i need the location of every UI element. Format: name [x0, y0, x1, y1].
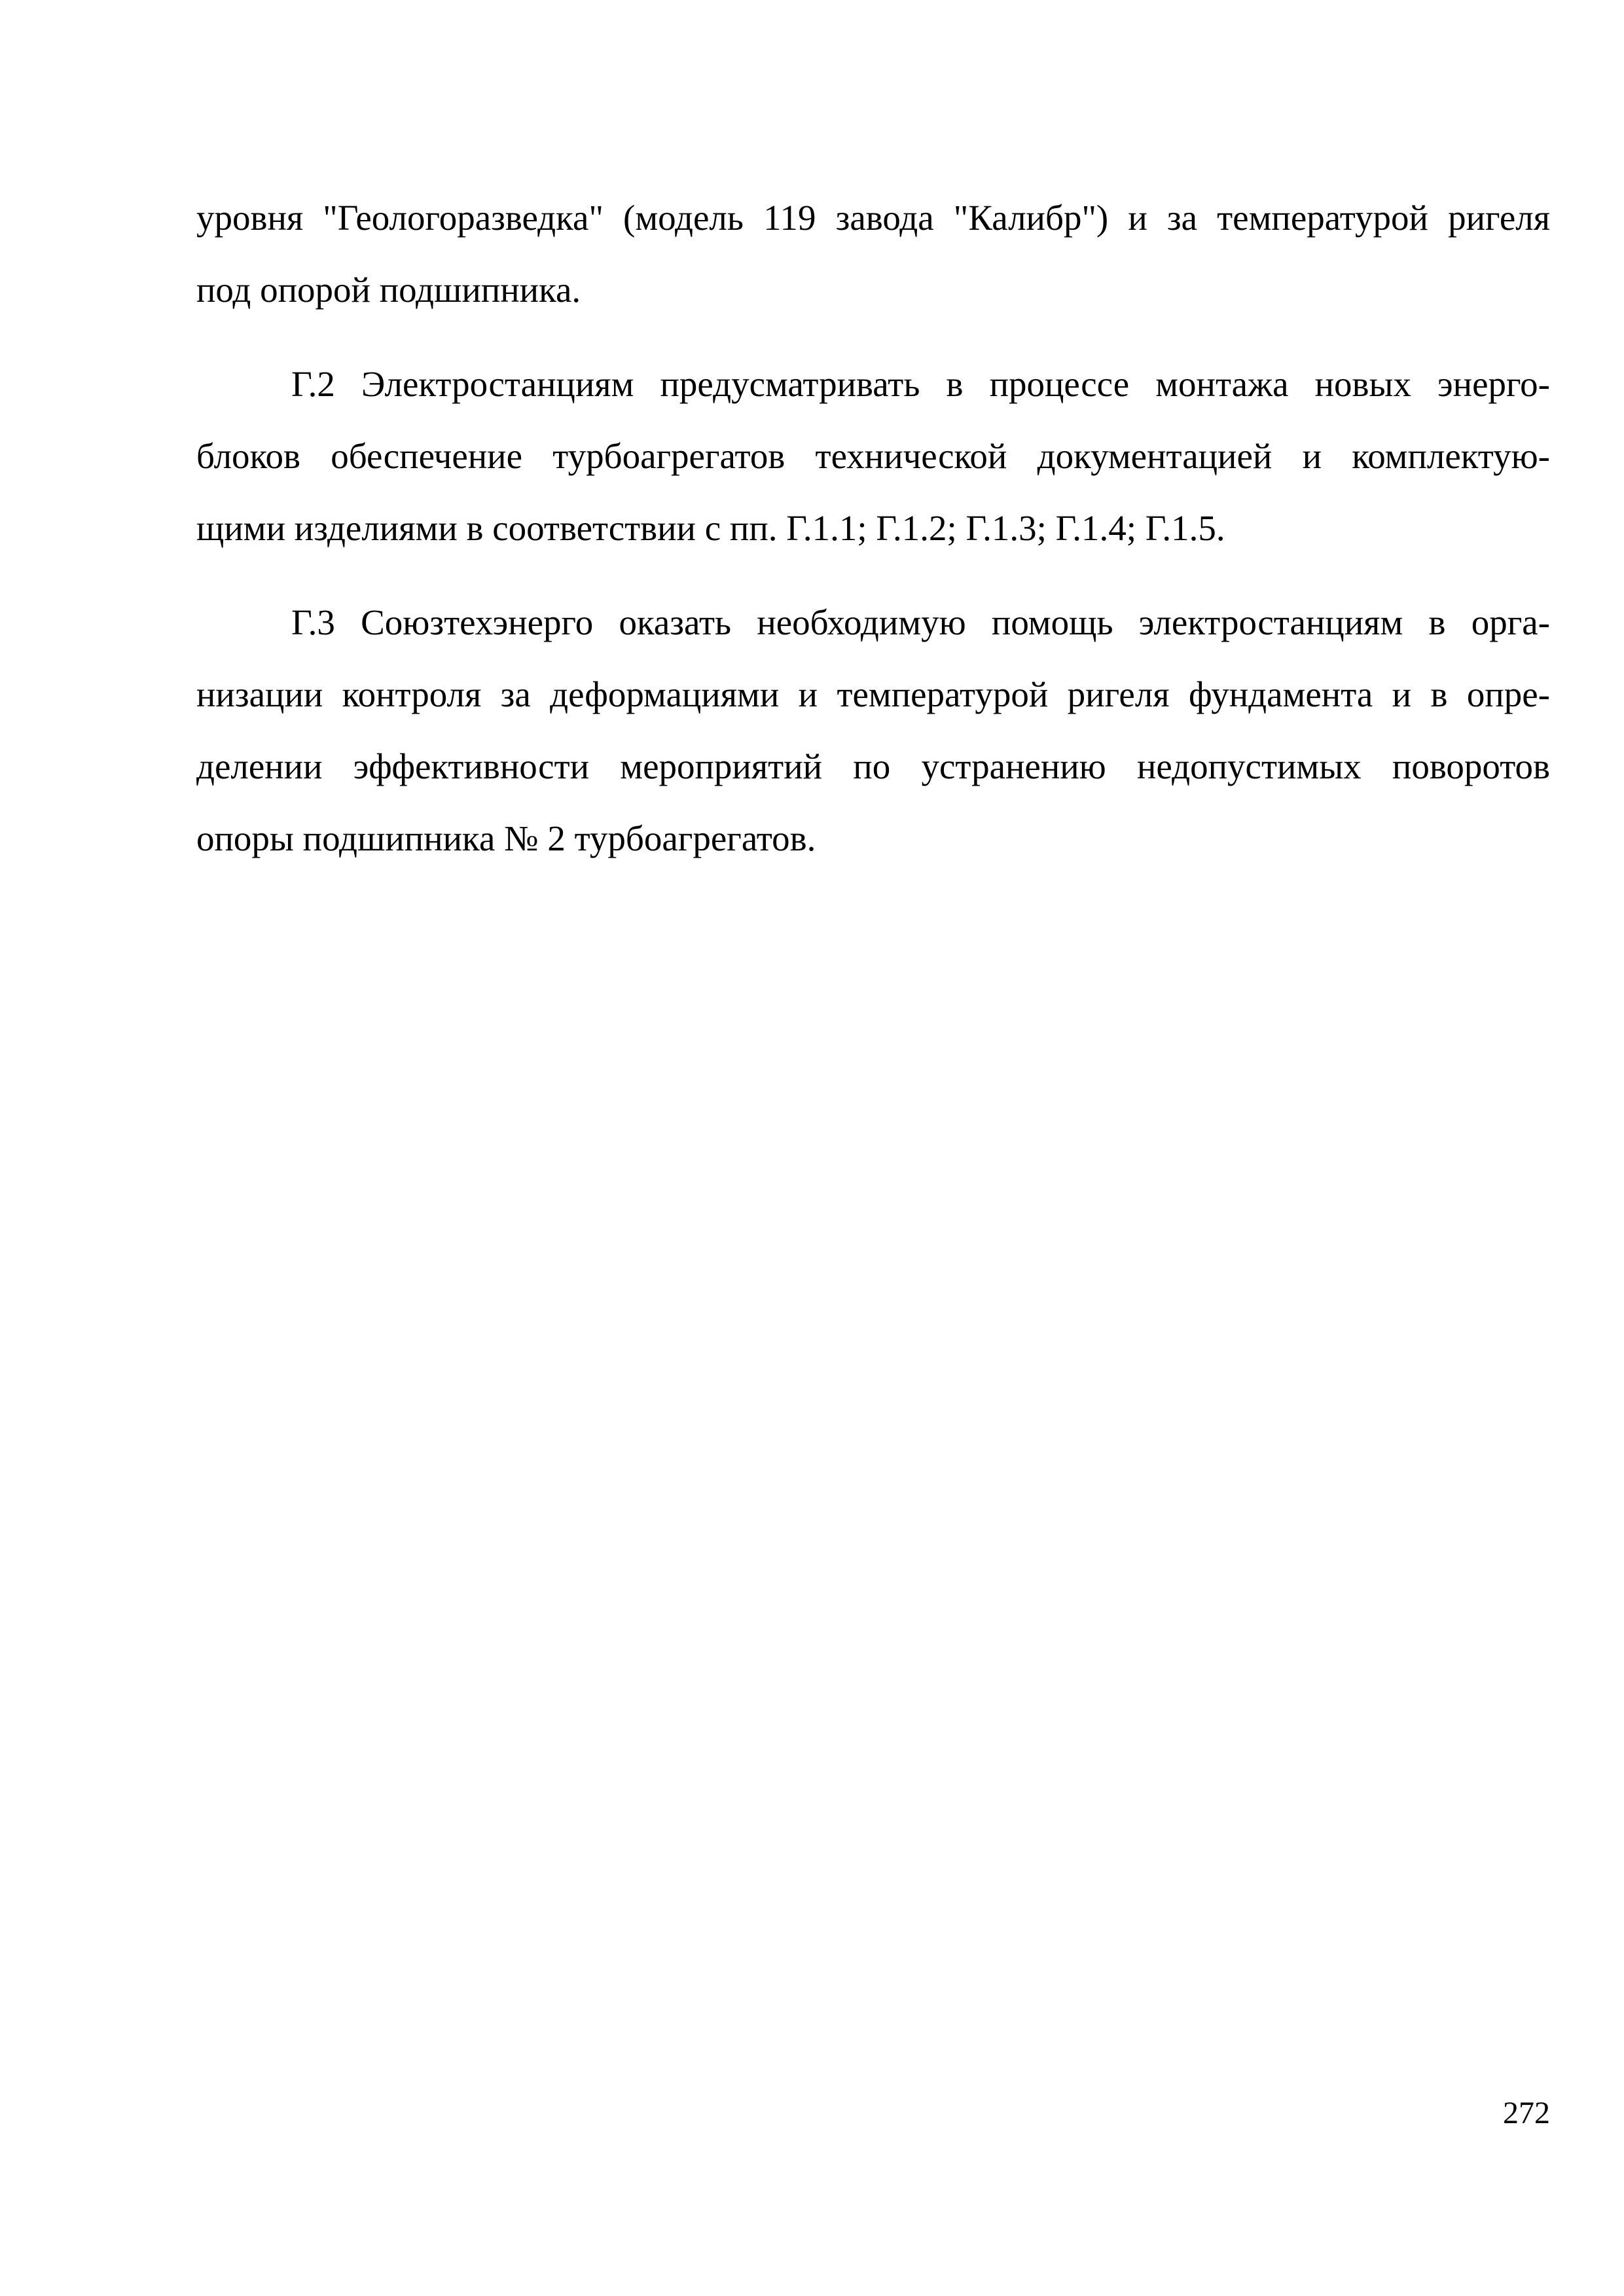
paragraph-g2: [196, 348, 1550, 564]
paragraph-g3: [196, 587, 1550, 875]
document-body: [196, 182, 1550, 875]
text-line: блоков обеспечение турбоагрегатов технической документацией и комплектую-: [196, 436, 1550, 476]
text-line: Г.3 Союзтехэнерго оказать необходимую помощь электростанциям в орга-: [291, 602, 1550, 642]
text-line: делении эффективности мероприятий по устранению недопустимых поворотов: [196, 746, 1550, 786]
text-line: под опорой подшипника.: [196, 270, 581, 310]
paragraph-spacer: [196, 326, 1550, 348]
text-line: опоры подшипника № 2 турбоагрегатов.: [196, 818, 816, 858]
paragraph-spacer: [196, 564, 1550, 587]
text-line: щими изделиями в соответствии с пп. Г.1.1; Г.1.2; Г.1.3; Г.1.4; Г.1.5.: [196, 508, 1225, 548]
text-line: уровня "Геологоразведка" (модель 119 завода "Калибр") и за температурой ригеля: [196, 198, 1550, 238]
text-line: низации контроля за деформациями и температурой ригеля фундамента и в опре-: [196, 674, 1550, 714]
text-line: Г.2 Электростанциям предусматривать в процессе монтажа новых энерго-: [291, 364, 1550, 404]
paragraph-continuation: [196, 182, 1550, 326]
page-number: 272: [1503, 2096, 1550, 2130]
